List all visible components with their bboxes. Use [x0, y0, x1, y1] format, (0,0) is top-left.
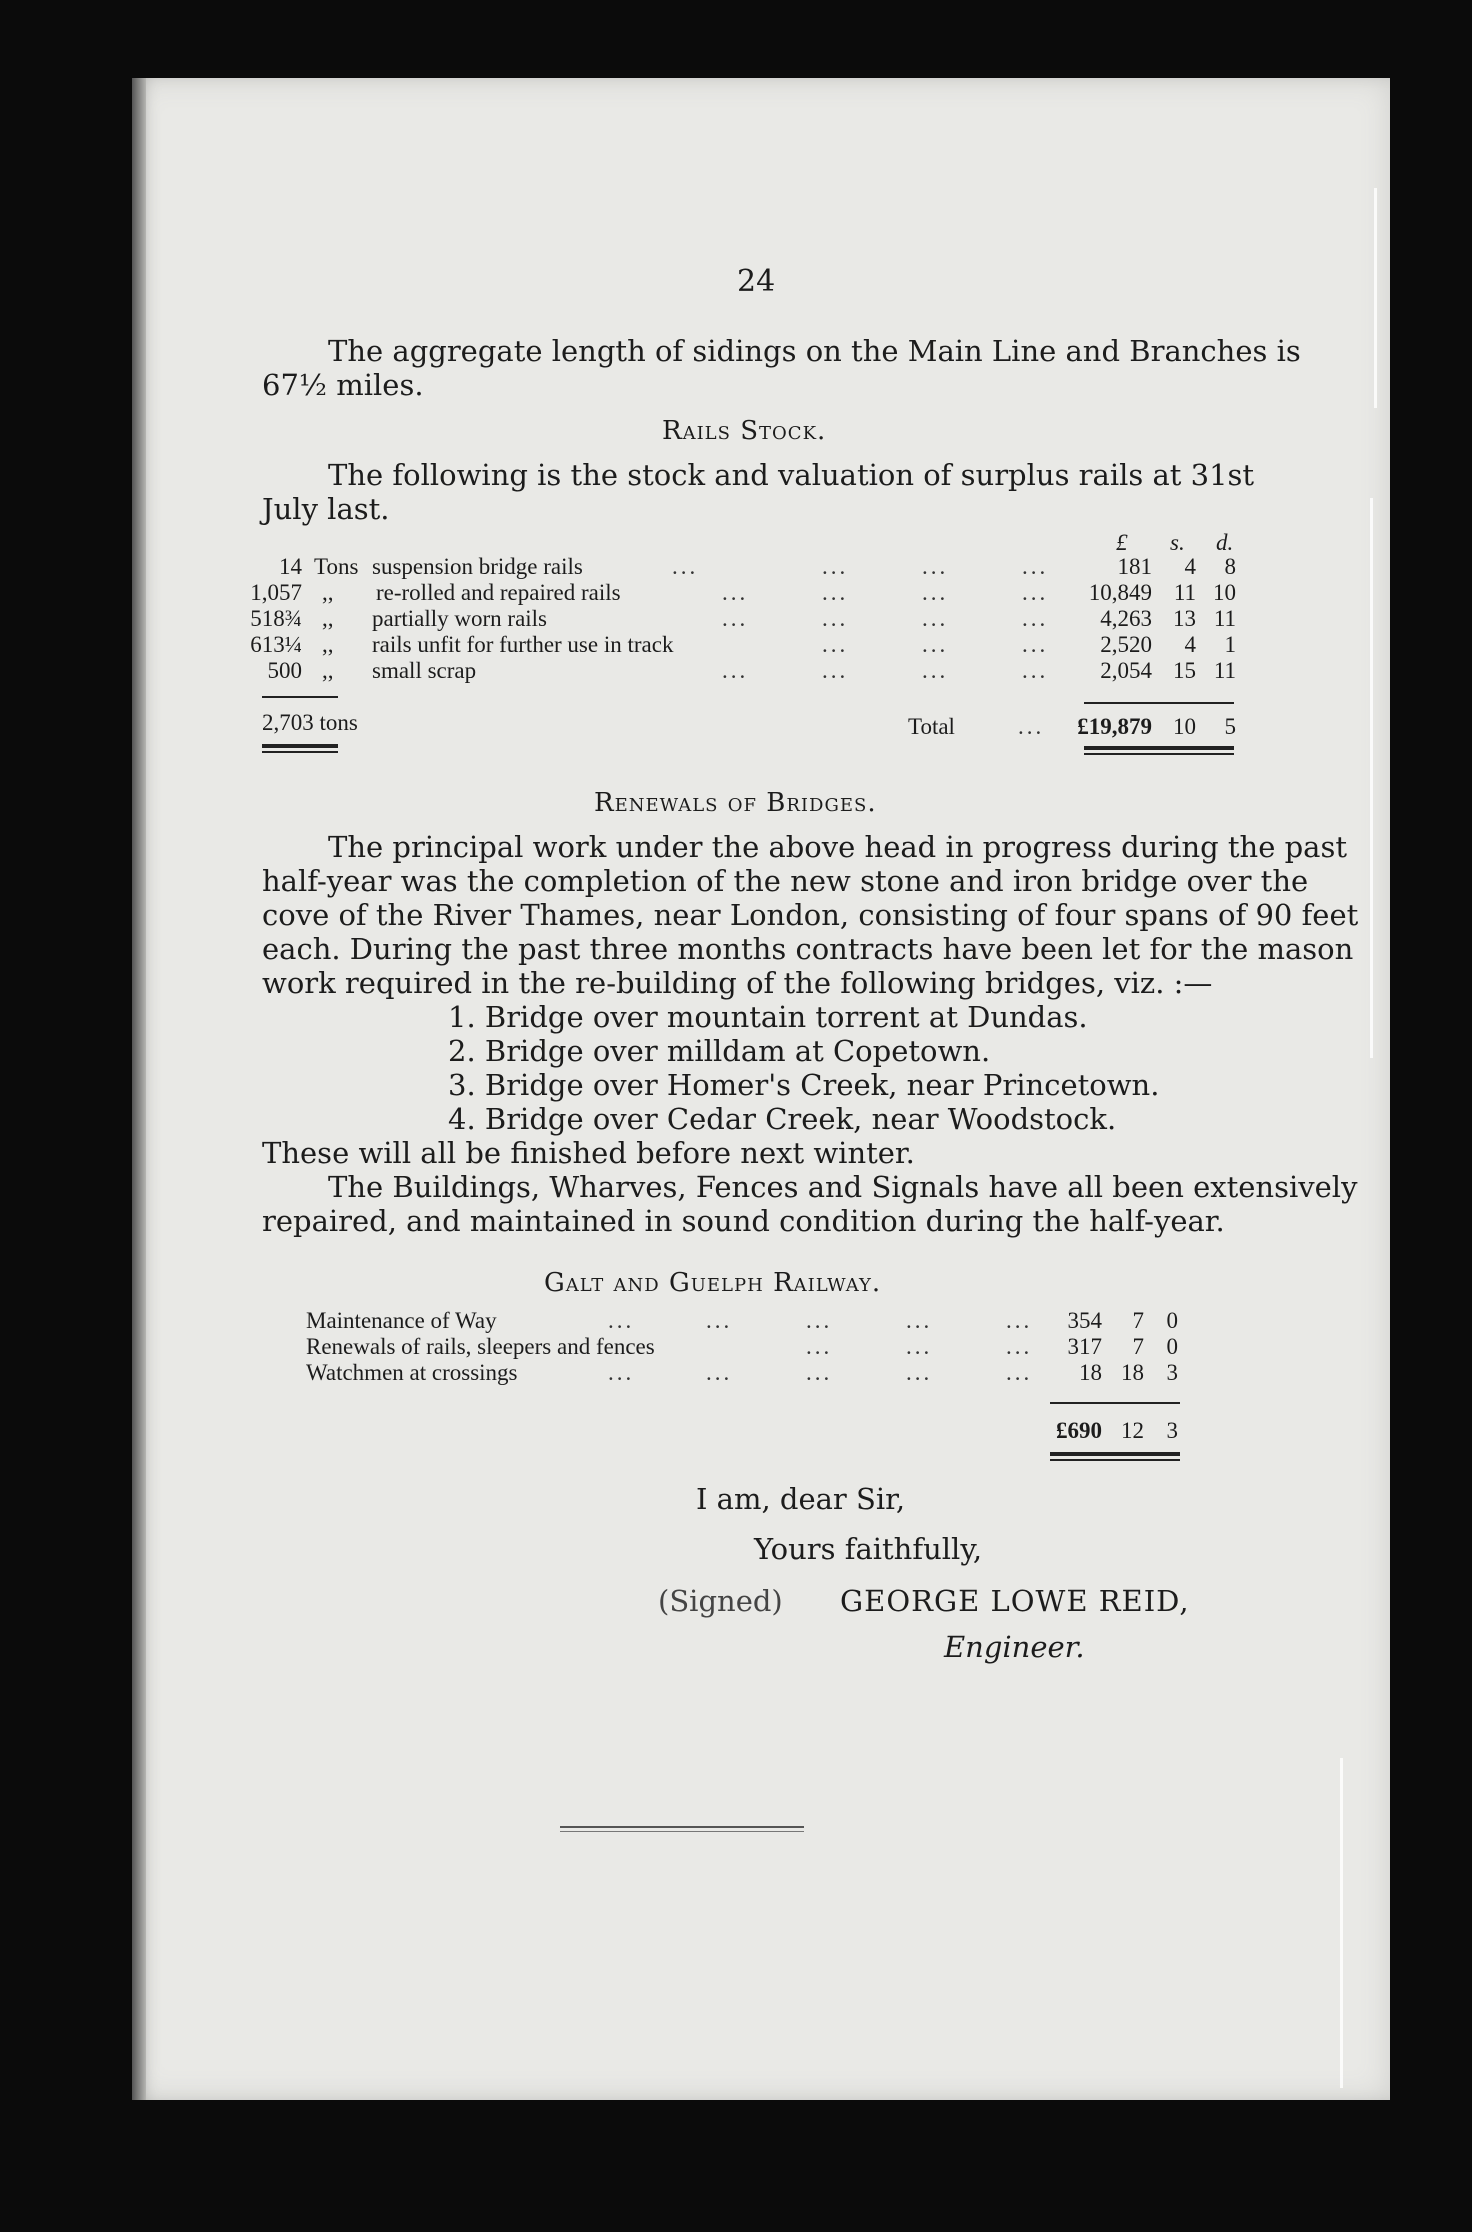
galt-row-shillings: 7 [1132, 1334, 1144, 1359]
galt-row-shillings: 7 [1132, 1308, 1144, 1333]
row-pence: 11 [1213, 658, 1236, 683]
row-pounds: 4,263 [1100, 606, 1152, 631]
dot-leader: ... [706, 1360, 733, 1385]
dot-leader: ... [822, 658, 849, 683]
renewals-line-4: each. During the past three months contracts have been let for the mason [262, 932, 1354, 966]
buildings-line-2: repaired, and maintained in sound condition during the half-year. [262, 1204, 1225, 1238]
row-desc: partially worn rails [372, 606, 548, 631]
dot-leader: ... [1006, 1308, 1033, 1333]
closing-rule [560, 1831, 804, 1832]
buildings-line-1: The Buildings, Wharves, Fences and Signals have all been extensively [328, 1170, 1358, 1204]
renewals-heading: Renewals of Bridges. [594, 788, 877, 818]
row-pounds: 2,054 [1100, 658, 1152, 683]
salutation: I am, dear Sir, [696, 1482, 906, 1516]
table-row [132, 1334, 1390, 1362]
table-row [132, 658, 1390, 684]
valediction: Yours faithfully, [754, 1532, 983, 1566]
row-qty: 1,057 [250, 580, 302, 605]
dot-leader: ... [922, 580, 949, 605]
dot-leader: ... [722, 606, 749, 631]
signatory-name: GEORGE LOWE REID, [840, 1584, 1190, 1618]
row-shillings: 13 [1173, 606, 1196, 631]
dot-leader: ... [806, 1360, 833, 1385]
signatory-title: Engineer. [944, 1630, 1085, 1664]
row-shillings: 11 [1173, 580, 1196, 605]
rails-stock-heading: Rails Stock. [662, 416, 827, 446]
renewals-line-5: work required in the re-building of the following bridges, viz. :— [262, 966, 1213, 1000]
rails-stock-text-2: July last. [262, 492, 390, 526]
amount-sum-rule [1084, 702, 1234, 704]
dot-leader: ... [906, 1308, 933, 1333]
galt-sum-rule [1050, 1402, 1180, 1404]
renewals-line-3: cove of the River Thames, near London, consisting of four spans of 90 feet [262, 898, 1359, 932]
dot-leader: ... [1022, 632, 1049, 657]
signed-mark: (Signed) [658, 1584, 783, 1618]
dot-leader: ... [922, 658, 949, 683]
row-shillings: 15 [1173, 658, 1196, 683]
col-pence-header: d. [1216, 530, 1234, 555]
total-double-rule [1084, 746, 1234, 750]
table-row [132, 580, 1390, 606]
dot-leader: ... [1022, 554, 1049, 579]
row-pence: 10 [1213, 580, 1236, 605]
galt-row-shillings: 18 [1121, 1360, 1144, 1385]
col-pounds-header: £ [1116, 530, 1128, 555]
dot-leader: ... [722, 658, 749, 683]
total-shillings: 10 [1173, 714, 1196, 739]
table-row [132, 1308, 1390, 1336]
dot-leader: ... [608, 1308, 635, 1333]
row-pence: 11 [1213, 606, 1236, 631]
row-qty: 500 [267, 658, 302, 683]
galt-row-label: Maintenance of Way [306, 1308, 497, 1333]
row-pence: 8 [1224, 554, 1236, 579]
total-qty: 2,703 tons [262, 710, 358, 735]
dot-leader: ... [1018, 714, 1045, 739]
dot-leader: ... [906, 1360, 933, 1385]
galt-total-shillings: 12 [1121, 1418, 1144, 1443]
qty-sum-rule [262, 696, 338, 698]
dot-leader: ... [1006, 1360, 1033, 1385]
galt-total-double-rule [1050, 1452, 1180, 1456]
row-unit: ,, [322, 606, 334, 631]
dot-leader: ... [672, 554, 699, 579]
row-qty: 518¾ [250, 606, 302, 631]
dot-leader: ... [722, 580, 749, 605]
dot-leader: ... [822, 554, 849, 579]
intro-line-1: The aggregate length of sidings on the Main Line and Branches is [328, 334, 1301, 368]
galt-row-pounds: 18 [1079, 1360, 1102, 1385]
row-qty: 14 [279, 554, 302, 579]
galt-total-pounds: £690 [1056, 1418, 1102, 1443]
dot-leader: ... [822, 606, 849, 631]
dot-leader: ... [922, 606, 949, 631]
dot-leader: ... [806, 1308, 833, 1333]
galt-row-label: Renewals of rails, sleepers and fences [306, 1334, 655, 1359]
total-pounds: £19,879 [1077, 714, 1152, 739]
page-edge-mark [1374, 188, 1377, 408]
dot-leader: ... [822, 580, 849, 605]
dot-leader: ... [706, 1308, 733, 1333]
col-shillings-header: s. [1170, 530, 1185, 555]
bridge-list-item: 2. Bridge over milldam at Copetown. [448, 1034, 991, 1068]
page-edge-mark [1340, 1758, 1343, 2088]
galt-row-pounds: 317 [1067, 1334, 1102, 1359]
dot-leader: ... [1022, 580, 1049, 605]
galt-row-pence: 0 [1166, 1334, 1178, 1359]
dot-leader: ... [1022, 606, 1049, 631]
galt-row-pence: 3 [1166, 1360, 1178, 1385]
galt-heading: Galt and Guelph Railway. [544, 1268, 882, 1298]
renewals-after-list: These will all be finished before next winter. [262, 1136, 915, 1170]
dot-leader: ... [806, 1334, 833, 1359]
row-shillings: 4 [1184, 632, 1196, 657]
dot-leader: ... [922, 554, 949, 579]
bridge-list-item: 1. Bridge over mountain torrent at Dundas. [448, 1000, 1088, 1034]
galt-row-label: Watchmen at crossings [306, 1360, 518, 1385]
row-pounds: 181 [1117, 554, 1152, 579]
dot-leader: ... [1006, 1334, 1033, 1359]
qty-double-rule [262, 751, 338, 753]
dot-leader: ... [822, 632, 849, 657]
row-pounds: 2,520 [1100, 632, 1152, 657]
row-unit: ,, [322, 658, 334, 683]
dot-leader: ... [1022, 658, 1049, 683]
table-row [132, 1360, 1390, 1388]
row-pence: 1 [1224, 632, 1236, 657]
galt-total-pence: 3 [1166, 1418, 1178, 1443]
table-row [132, 606, 1390, 632]
row-desc: small scrap [372, 658, 477, 683]
total-double-rule [1084, 753, 1234, 755]
galt-row-pounds: 354 [1067, 1308, 1102, 1333]
row-desc: suspension bridge rails [372, 554, 583, 579]
dot-leader: ... [922, 632, 949, 657]
dot-leader: ... [608, 1360, 635, 1385]
renewals-line-2: half-year was the completion of the new stone and iron bridge over the [262, 864, 1309, 898]
row-desc: rails unfit for further use in track [372, 632, 674, 657]
row-desc: re-rolled and repaired rails [376, 580, 621, 605]
closing-rule [560, 1826, 804, 1828]
row-pounds: 10,849 [1088, 580, 1152, 605]
row-unit: Tons [314, 554, 359, 579]
table-row [132, 554, 1390, 580]
rails-stock-text-1: The following is the stock and valuation of surplus rails at 31st [328, 458, 1255, 492]
row-unit: ,, [322, 632, 334, 657]
bridge-list-item: 3. Bridge over Homer's Creek, near Princetown. [448, 1068, 1160, 1102]
document-page [132, 78, 1390, 2100]
total-label: Total [908, 714, 955, 739]
dot-leader: ... [906, 1334, 933, 1359]
renewals-line-1: The principal work under the above head in progress during the past [328, 830, 1348, 864]
row-unit: ,, [322, 580, 334, 605]
galt-total-double-rule [1050, 1459, 1180, 1461]
table-row [132, 632, 1390, 658]
qty-double-rule [262, 744, 338, 748]
row-qty: 613¼ [250, 632, 302, 657]
page-number: 24 [737, 264, 776, 299]
bridge-list-item: 4. Bridge over Cedar Creek, near Woodstock. [448, 1102, 1117, 1136]
intro-line-2: 67½ miles. [262, 368, 424, 402]
row-shillings: 4 [1184, 554, 1196, 579]
galt-row-pence: 0 [1166, 1308, 1178, 1333]
total-pence: 5 [1224, 714, 1236, 739]
